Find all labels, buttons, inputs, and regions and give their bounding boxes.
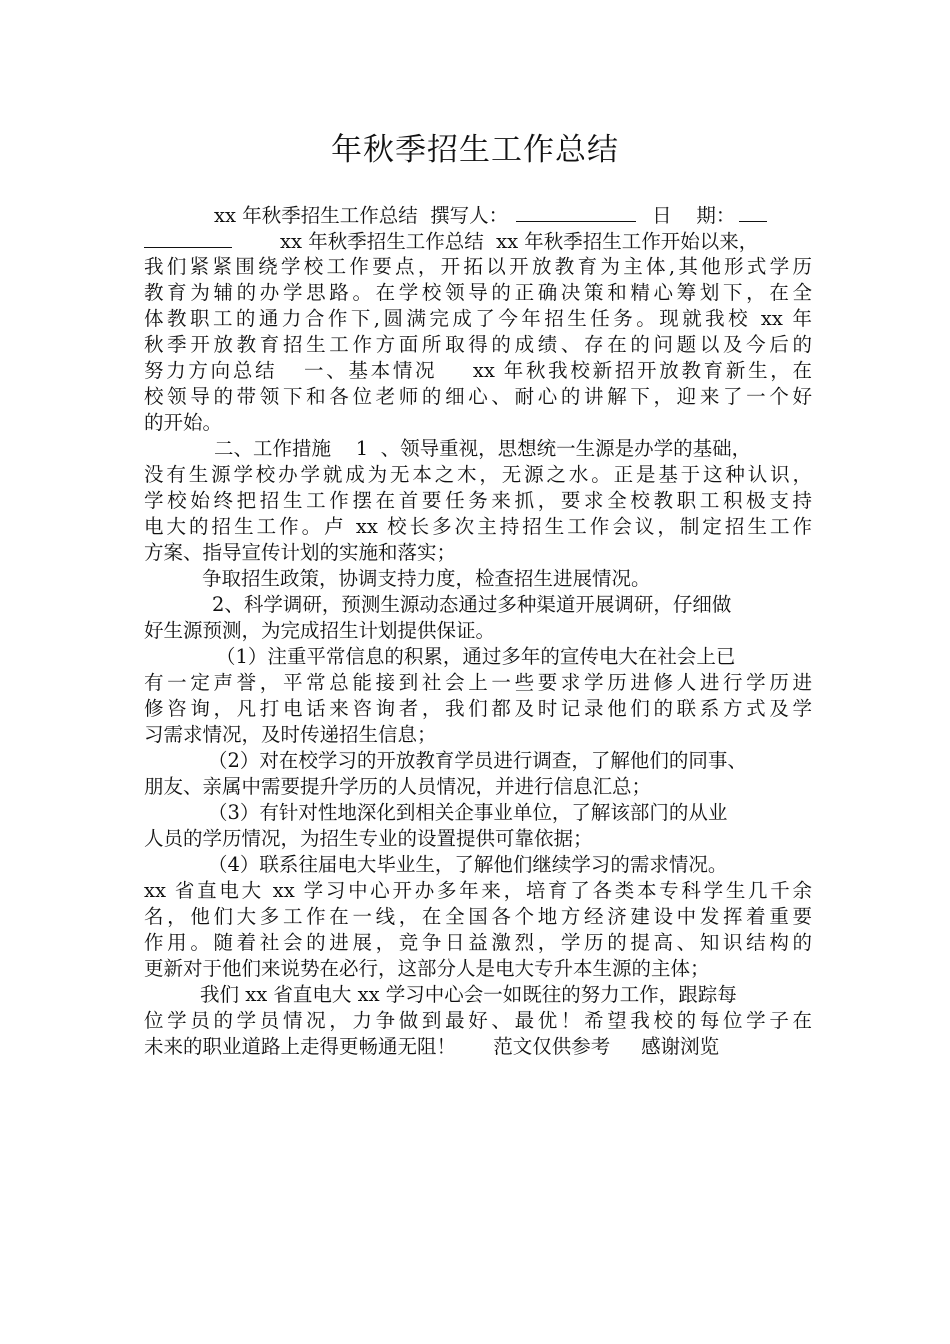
paragraph-line: （3）有针对性地深化到相关企事业单位，了解该部门的从业	[208, 801, 728, 824]
paragraph-line: 教育为辅的办学思路。在学校领导的正确决策和精心筹划下，在全	[144, 281, 812, 304]
paragraph-line: （2）对在校学习的开放教育学员进行调查，了解他们的同事、	[208, 749, 747, 772]
paragraph-line: 有一定声誉，平常总能接到社会上一些要求学历进修人进行学历进	[144, 671, 812, 694]
date-blank-start	[144, 228, 232, 248]
paragraph-line: 朋友、亲属中需要提升学历的人员情况，并进行信息汇总；	[144, 775, 652, 798]
document-title: 年秋季招生工作总结	[331, 132, 619, 168]
paragraph-line: 校领导的带领下和各位老师的细心、耐心的讲解下，迎来了一个好	[144, 385, 812, 408]
paragraph-line: （4）联系往届电大毕业生，了解他们继续学习的需求情况。	[208, 853, 728, 876]
paragraph-line: 我们 xx 省直电大 xx 学习中心会一如既往的努力工作，跟踪每	[200, 983, 737, 1006]
paragraph-line: （1）注重平常信息的积累，通过多年的宣传电大在社会上已	[216, 645, 736, 668]
document-body	[144, 202, 812, 1060]
paragraph-line: 人员的学历情况，为招生专业的设置提供可靠依据；	[144, 827, 593, 850]
paragraph-line: 2、科学调研，预测生源动态通过多种渠道开展调研，仔细做	[212, 593, 732, 616]
paragraph-line: xx 省直电大 xx 学习中心开办多年来，培育了各类本专科学生几千余	[144, 879, 812, 902]
paragraph-line: 方案、指导宣传计划的实施和落实；	[144, 541, 457, 564]
paragraph-line: 秋季开放教育招生工作方面所取得的成绩、存在的问题以及今后的	[144, 333, 812, 356]
paragraph-line: 努力方向总结 一、基本情况 xx 年秋我校新招开放教育新生，在	[144, 359, 812, 382]
paragraph-line: 二、工作措施 1 、领导重视，思想统一生源是办学的基础，	[214, 437, 752, 460]
paragraph-line: 争取招生政策，协调支持力度，检查招生进展情况。	[202, 567, 651, 590]
paragraph-line: 好生源预测，为完成招生计划提供保证。	[144, 619, 496, 642]
header-line	[144, 202, 812, 228]
paragraph-line: 作用。随着社会的进展，竞争日益激烈，学历的提高、知识结构的	[144, 931, 812, 954]
date-blank-end	[739, 202, 767, 222]
paragraph-line: 修咨询，凡打电话来咨询者，我们都及时记录他们的联系方式及学	[144, 697, 812, 720]
paragraph-line: 未来的职业道路上走得更畅通无阻！ 范文仅供参考 感谢浏览	[144, 1035, 720, 1058]
header-date-label: 日 期：	[652, 204, 736, 227]
paragraph-line: 更新对于他们来说势在必行，这部分人是电大专升本生源的主体；	[144, 957, 710, 980]
paragraph-line: 学校始终把招生工作摆在首要任务来抓，要求全校教职工积极支持	[144, 489, 812, 512]
paragraph-line: 名，他们大多工作在一线，在全国各个地方经济建设中发挥着重要	[144, 905, 812, 928]
paragraph-line: 电大的招生工作。卢 xx 校长多次主持招生工作会议，制定招生工作	[144, 515, 812, 538]
paragraph-line: 我们紧紧围绕学校工作要点，开拓以开放教育为主体,其他形式学历	[144, 255, 812, 278]
line-text: xx 年秋季招生工作总结 xx 年秋季招生工作开始以来，	[280, 230, 759, 253]
paragraph-line: 体教职工的通力合作下,圆满完成了今年招生任务。现就我校 xx 年	[144, 307, 812, 330]
header-lead: xx 年秋季招生工作总结 撰写人：	[214, 204, 509, 227]
paragraph-line: 习需求情况，及时传递招生信息；	[144, 723, 437, 746]
author-blank	[516, 202, 636, 222]
paragraph-line: 位学员的学员情况，力争做到最好、最优！希望我校的每位学子在	[144, 1009, 812, 1032]
paragraph-line: 没有生源学校办学就成为无本之木，无源之水。正是基于这种认识，	[144, 463, 812, 486]
paragraph-line	[144, 228, 812, 254]
paragraph-line: 的开始。	[144, 411, 223, 434]
